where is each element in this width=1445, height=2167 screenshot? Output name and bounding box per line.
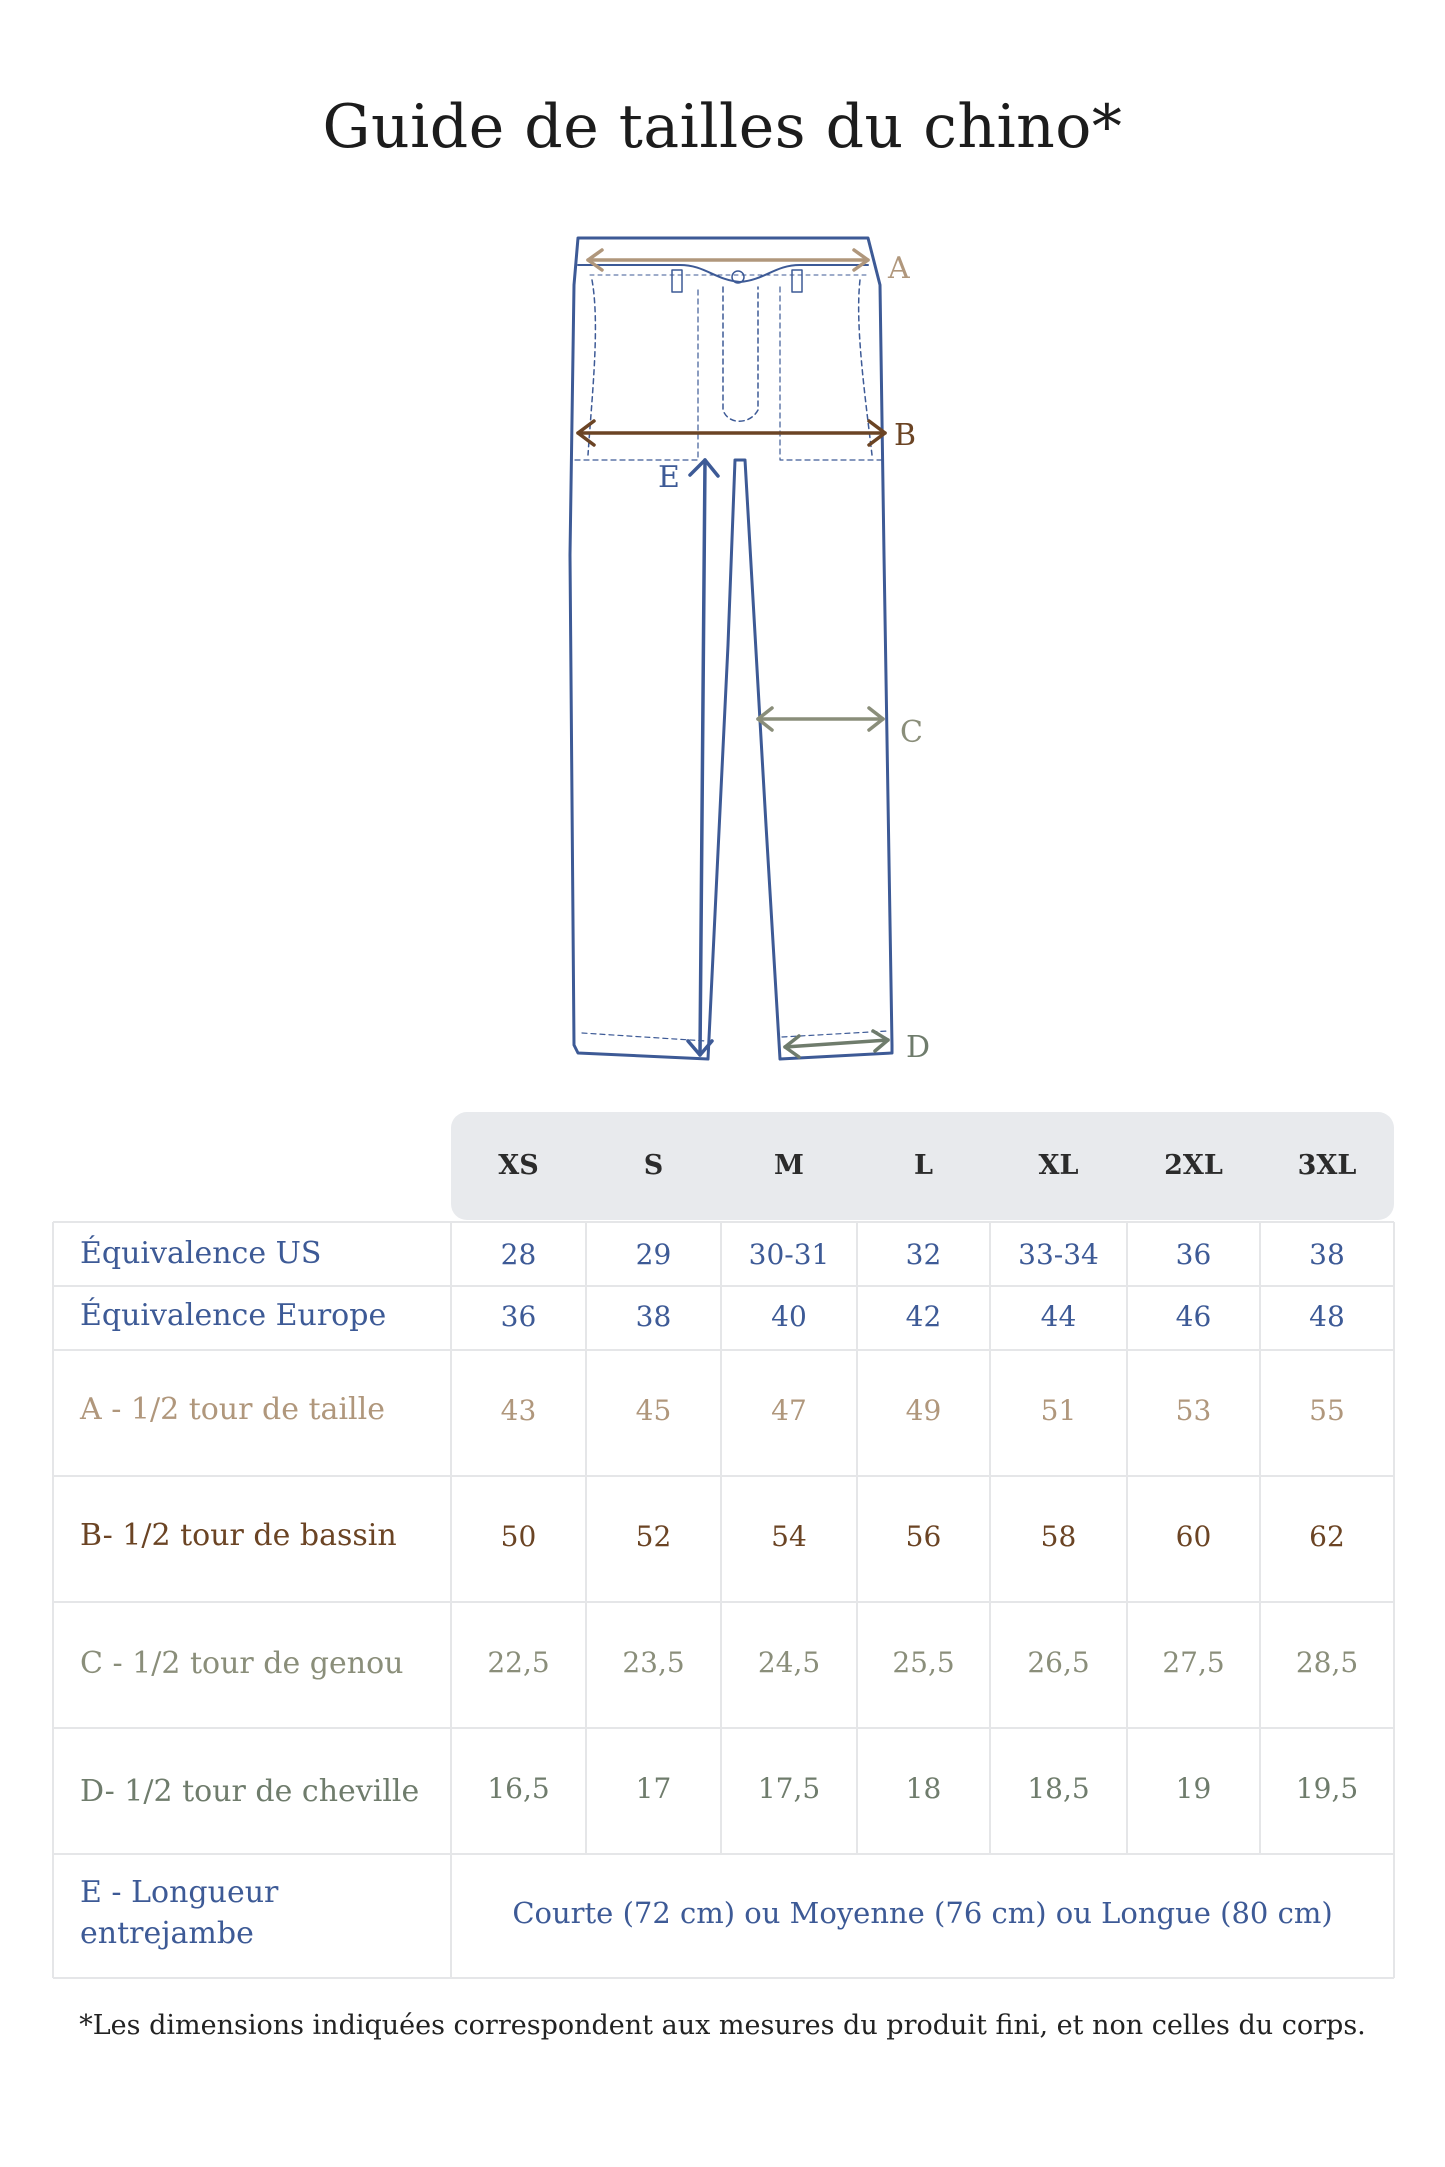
size-m: M <box>774 1150 804 1181</box>
row-label-d: D- 1/2 tour de cheville <box>80 1774 420 1809</box>
cell-d-xl: 18,5 <box>1027 1772 1090 1805</box>
row-label-a: A - 1/2 tour de taille <box>80 1392 385 1427</box>
cell-a-s: 45 <box>635 1394 672 1427</box>
cell-d-s: 17 <box>635 1772 672 1805</box>
row-label-b: B- 1/2 tour de bassin <box>80 1518 397 1553</box>
cell-us-xl: 33-34 <box>1018 1238 1099 1271</box>
row-label-e-line1: E - Longueur <box>80 1875 279 1910</box>
row-label-us: Équivalence US <box>80 1236 322 1271</box>
cell-c-m: 24,5 <box>757 1646 821 1679</box>
cell-b-l: 56 <box>905 1520 942 1553</box>
footnote: *Les dimensions indiquées correspondent aux mesures du produit fini, et non celles du corps. <box>79 2010 1366 2041</box>
cell-a-3xl: 55 <box>1309 1394 1345 1427</box>
row-label-e-line2: entrejambe <box>80 1916 254 1951</box>
cell-b-m: 54 <box>771 1520 807 1553</box>
size-xs: XS <box>498 1150 539 1181</box>
cell-c-s: 23,5 <box>622 1646 685 1679</box>
cell-d-2xl: 19 <box>1175 1772 1212 1805</box>
label-a: A <box>888 251 910 286</box>
cell-us-3xl: 38 <box>1309 1238 1345 1271</box>
page-title: Guide de tailles du chino* <box>322 92 1123 162</box>
cell-c-xl: 26,5 <box>1027 1646 1090 1679</box>
label-e: E <box>658 460 680 495</box>
waistband <box>578 265 868 282</box>
cell-eu-l: 42 <box>905 1300 942 1333</box>
trouser-outline <box>570 238 892 1059</box>
size-header <box>451 1112 1394 1220</box>
cell-us-s: 29 <box>635 1238 672 1271</box>
size-s: S <box>643 1150 664 1181</box>
cell-a-xs: 43 <box>500 1394 537 1427</box>
cell-b-s: 52 <box>635 1520 672 1553</box>
cell-e-length-options: Courte (72 cm) ou Moyenne (76 cm) ou Longue (80 cm) <box>512 1896 1333 1930</box>
measure-arrow-b <box>578 421 885 445</box>
cell-eu-m: 40 <box>771 1300 807 1333</box>
cell-eu-xs: 36 <box>500 1300 537 1333</box>
cell-eu-3xl: 48 <box>1309 1300 1345 1333</box>
cell-d-3xl: 19,5 <box>1295 1772 1359 1805</box>
cell-b-3xl: 62 <box>1309 1520 1345 1553</box>
label-c: C <box>900 715 923 750</box>
cell-us-l: 32 <box>905 1238 942 1271</box>
cell-us-xs: 28 <box>500 1238 537 1271</box>
cell-a-l: 49 <box>905 1394 942 1427</box>
size-2xl: 2XL <box>1164 1150 1223 1181</box>
cell-a-xl: 51 <box>1040 1394 1077 1427</box>
label-d: D <box>906 1030 931 1065</box>
cell-d-m: 17,5 <box>757 1772 821 1805</box>
size-3xl: 3XL <box>1297 1150 1357 1181</box>
row-label-e <box>80 1872 278 1954</box>
fly <box>723 287 758 421</box>
size-xl: XL <box>1038 1150 1079 1181</box>
cell-c-xs: 22,5 <box>487 1646 550 1679</box>
size-l: L <box>914 1150 933 1181</box>
cell-d-xs: 16,5 <box>487 1772 550 1805</box>
cell-c-3xl: 28,5 <box>1295 1646 1359 1679</box>
cell-a-2xl: 53 <box>1175 1394 1212 1427</box>
measure-arrow-a <box>588 250 868 270</box>
cell-eu-xl: 44 <box>1040 1300 1077 1333</box>
measure-arrow-c <box>758 708 883 730</box>
cell-eu-2xl: 46 <box>1175 1300 1212 1333</box>
row-label-europe: Équivalence Europe <box>80 1298 387 1333</box>
cell-c-2xl: 27,5 <box>1162 1646 1225 1679</box>
row-label-c: C - 1/2 tour de genou <box>80 1646 404 1681</box>
cell-b-2xl: 60 <box>1175 1520 1212 1553</box>
cell-b-xs: 50 <box>500 1520 537 1553</box>
chino-diagram <box>530 225 950 1075</box>
cell-us-2xl: 36 <box>1175 1238 1212 1271</box>
cell-b-xl: 58 <box>1040 1520 1077 1553</box>
cell-eu-s: 38 <box>635 1300 672 1333</box>
cell-d-l: 18 <box>905 1772 942 1805</box>
cell-c-l: 25,5 <box>892 1646 955 1679</box>
cell-a-m: 47 <box>771 1394 807 1427</box>
label-b: B <box>894 418 917 453</box>
cell-us-m: 30-31 <box>748 1238 830 1271</box>
